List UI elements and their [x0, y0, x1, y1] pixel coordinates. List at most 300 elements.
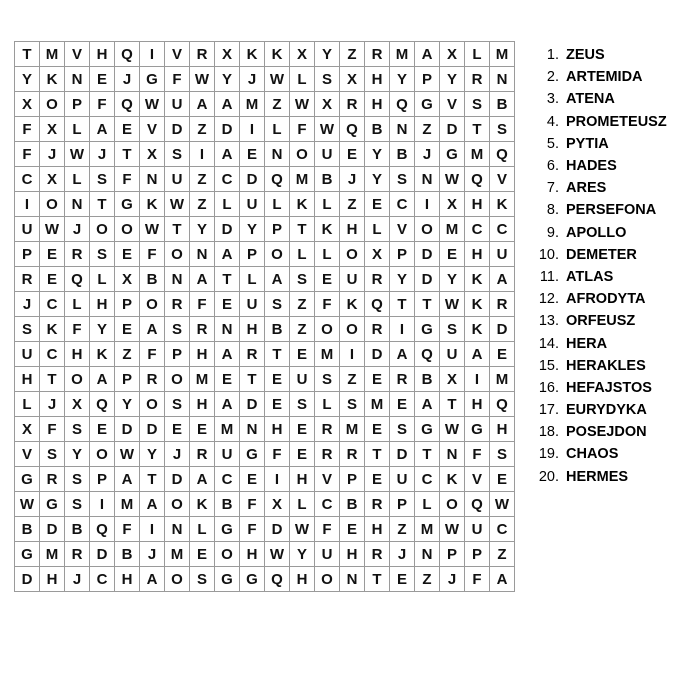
grid-cell[interactable]: Q [365, 292, 390, 317]
grid-cell[interactable]: J [65, 567, 90, 592]
grid-cell[interactable]: B [340, 492, 365, 517]
grid-cell[interactable]: W [290, 517, 315, 542]
grid-cell[interactable]: F [15, 117, 40, 142]
grid-cell[interactable]: V [140, 117, 165, 142]
grid-cell[interactable]: U [240, 192, 265, 217]
grid-cell[interactable]: J [340, 167, 365, 192]
grid-cell[interactable]: O [165, 242, 190, 267]
grid-cell[interactable]: E [265, 392, 290, 417]
grid-cell[interactable]: X [140, 142, 165, 167]
grid-cell[interactable]: P [240, 242, 265, 267]
grid-cell[interactable]: H [240, 542, 265, 567]
grid-cell[interactable]: J [440, 567, 465, 592]
grid-cell[interactable]: I [390, 317, 415, 342]
grid-cell[interactable]: F [315, 292, 340, 317]
grid-cell[interactable]: L [265, 117, 290, 142]
grid-cell[interactable]: A [465, 342, 490, 367]
grid-cell[interactable]: W [440, 167, 465, 192]
grid-cell[interactable]: Y [140, 442, 165, 467]
grid-cell[interactable]: U [340, 267, 365, 292]
grid-cell[interactable]: D [365, 342, 390, 367]
grid-cell[interactable]: Q [265, 167, 290, 192]
grid-cell[interactable]: L [315, 392, 340, 417]
grid-cell[interactable]: O [115, 217, 140, 242]
grid-cell[interactable]: U [15, 342, 40, 367]
grid-cell[interactable]: A [415, 392, 440, 417]
grid-cell[interactable]: L [190, 517, 215, 542]
grid-cell[interactable]: N [415, 167, 440, 192]
grid-cell[interactable]: S [265, 292, 290, 317]
grid-cell[interactable]: R [390, 367, 415, 392]
grid-cell[interactable]: W [140, 217, 165, 242]
grid-cell[interactable]: A [490, 267, 515, 292]
grid-cell[interactable]: T [415, 442, 440, 467]
grid-cell[interactable]: R [140, 367, 165, 392]
grid-cell[interactable]: H [15, 367, 40, 392]
grid-cell[interactable]: O [415, 217, 440, 242]
grid-cell[interactable]: J [15, 292, 40, 317]
grid-cell[interactable]: E [40, 267, 65, 292]
grid-cell[interactable]: E [440, 242, 465, 267]
grid-cell[interactable]: J [115, 67, 140, 92]
grid-cell[interactable]: H [290, 467, 315, 492]
grid-cell[interactable]: A [215, 242, 240, 267]
grid-cell[interactable]: T [365, 567, 390, 592]
grid-cell[interactable]: R [240, 342, 265, 367]
grid-cell[interactable]: O [340, 242, 365, 267]
grid-cell[interactable]: E [240, 467, 265, 492]
grid-cell[interactable]: D [115, 417, 140, 442]
grid-cell[interactable]: C [415, 467, 440, 492]
grid-cell[interactable]: O [40, 92, 65, 117]
grid-cell[interactable]: W [290, 92, 315, 117]
grid-cell[interactable]: Y [240, 217, 265, 242]
grid-cell[interactable]: H [365, 92, 390, 117]
grid-cell[interactable]: D [415, 242, 440, 267]
grid-cell[interactable]: S [90, 167, 115, 192]
grid-cell[interactable]: U [165, 92, 190, 117]
grid-cell[interactable]: F [190, 292, 215, 317]
grid-cell[interactable]: U [290, 367, 315, 392]
grid-cell[interactable]: M [290, 167, 315, 192]
grid-cell[interactable]: T [40, 367, 65, 392]
grid-cell[interactable]: G [415, 417, 440, 442]
grid-cell[interactable]: L [215, 192, 240, 217]
grid-cell[interactable]: Z [490, 542, 515, 567]
grid-cell[interactable]: A [490, 567, 515, 592]
grid-cell[interactable]: K [40, 317, 65, 342]
grid-cell[interactable]: C [390, 192, 415, 217]
grid-cell[interactable]: Z [290, 292, 315, 317]
grid-cell[interactable]: W [440, 517, 465, 542]
grid-cell[interactable]: H [290, 567, 315, 592]
grid-cell[interactable]: R [315, 417, 340, 442]
grid-cell[interactable]: A [190, 92, 215, 117]
grid-cell[interactable]: R [65, 542, 90, 567]
grid-cell[interactable]: T [215, 267, 240, 292]
grid-cell[interactable]: K [440, 467, 465, 492]
grid-cell[interactable]: Y [65, 442, 90, 467]
grid-cell[interactable]: S [315, 367, 340, 392]
grid-cell[interactable]: S [390, 167, 415, 192]
grid-cell[interactable]: F [465, 567, 490, 592]
grid-cell[interactable]: A [390, 342, 415, 367]
grid-cell[interactable]: P [390, 492, 415, 517]
grid-cell[interactable]: Y [440, 67, 465, 92]
grid-cell[interactable]: Y [115, 392, 140, 417]
grid-cell[interactable]: M [490, 367, 515, 392]
grid-cell[interactable]: E [340, 142, 365, 167]
grid-cell[interactable]: P [115, 292, 140, 317]
grid-cell[interactable]: N [440, 442, 465, 467]
grid-cell[interactable]: T [165, 217, 190, 242]
grid-cell[interactable]: C [215, 467, 240, 492]
grid-cell[interactable]: Z [340, 367, 365, 392]
grid-cell[interactable]: W [140, 92, 165, 117]
grid-cell[interactable]: S [290, 392, 315, 417]
grid-cell[interactable]: F [90, 92, 115, 117]
grid-cell[interactable]: C [490, 217, 515, 242]
grid-cell[interactable]: Y [190, 217, 215, 242]
grid-cell[interactable]: E [115, 117, 140, 142]
grid-cell[interactable]: U [215, 442, 240, 467]
grid-cell[interactable]: T [90, 192, 115, 217]
grid-cell[interactable]: K [140, 192, 165, 217]
grid-cell[interactable]: R [40, 467, 65, 492]
grid-cell[interactable]: V [440, 92, 465, 117]
grid-cell[interactable]: Z [340, 192, 365, 217]
grid-cell[interactable]: H [265, 417, 290, 442]
grid-cell[interactable]: D [390, 442, 415, 467]
grid-cell[interactable]: L [65, 167, 90, 192]
grid-cell[interactable]: V [490, 167, 515, 192]
grid-cell[interactable]: O [265, 242, 290, 267]
grid-cell[interactable]: O [140, 392, 165, 417]
grid-cell[interactable]: L [65, 292, 90, 317]
grid-cell[interactable]: M [240, 92, 265, 117]
grid-cell[interactable]: S [390, 417, 415, 442]
grid-cell[interactable]: Y [365, 142, 390, 167]
grid-cell[interactable]: L [290, 242, 315, 267]
grid-cell[interactable]: T [15, 42, 40, 67]
grid-cell[interactable]: N [140, 167, 165, 192]
grid-cell[interactable]: Y [390, 67, 415, 92]
grid-cell[interactable]: Q [265, 567, 290, 592]
grid-cell[interactable]: M [115, 492, 140, 517]
grid-cell[interactable]: M [490, 42, 515, 67]
grid-cell[interactable]: U [390, 467, 415, 492]
grid-cell[interactable]: F [465, 442, 490, 467]
grid-cell[interactable]: O [290, 142, 315, 167]
grid-cell[interactable]: N [190, 242, 215, 267]
grid-cell[interactable]: E [215, 367, 240, 392]
grid-cell[interactable]: H [240, 317, 265, 342]
grid-cell[interactable]: V [390, 217, 415, 242]
grid-cell[interactable]: K [465, 292, 490, 317]
grid-cell[interactable]: M [190, 367, 215, 392]
grid-cell[interactable]: M [215, 417, 240, 442]
grid-cell[interactable]: E [215, 292, 240, 317]
grid-cell[interactable]: T [140, 467, 165, 492]
grid-cell[interactable]: G [40, 492, 65, 517]
grid-cell[interactable]: C [215, 167, 240, 192]
grid-cell[interactable]: Y [90, 317, 115, 342]
grid-cell[interactable]: R [490, 292, 515, 317]
grid-cell[interactable]: M [315, 342, 340, 367]
grid-cell[interactable]: W [65, 142, 90, 167]
grid-cell[interactable]: E [165, 417, 190, 442]
grid-cell[interactable]: O [440, 492, 465, 517]
grid-cell[interactable]: F [140, 242, 165, 267]
grid-cell[interactable]: E [365, 467, 390, 492]
grid-cell[interactable]: T [390, 292, 415, 317]
grid-cell[interactable]: B [65, 517, 90, 542]
grid-cell[interactable]: X [15, 92, 40, 117]
grid-cell[interactable]: F [240, 492, 265, 517]
grid-cell[interactable]: I [15, 192, 40, 217]
grid-cell[interactable]: E [90, 417, 115, 442]
grid-cell[interactable]: F [240, 517, 265, 542]
grid-cell[interactable]: E [290, 417, 315, 442]
grid-cell[interactable]: M [390, 42, 415, 67]
grid-cell[interactable]: I [140, 517, 165, 542]
grid-cell[interactable]: N [490, 67, 515, 92]
grid-cell[interactable]: T [365, 442, 390, 467]
grid-cell[interactable]: T [415, 292, 440, 317]
grid-cell[interactable]: U [15, 217, 40, 242]
grid-cell[interactable]: I [190, 142, 215, 167]
grid-cell[interactable]: G [115, 192, 140, 217]
grid-cell[interactable]: X [440, 367, 465, 392]
grid-cell[interactable]: Z [190, 117, 215, 142]
grid-cell[interactable]: A [215, 392, 240, 417]
grid-cell[interactable]: R [365, 542, 390, 567]
grid-cell[interactable]: E [265, 367, 290, 392]
grid-cell[interactable]: D [215, 117, 240, 142]
grid-cell[interactable]: G [140, 67, 165, 92]
grid-cell[interactable]: Y [15, 67, 40, 92]
grid-cell[interactable]: Q [490, 392, 515, 417]
grid-cell[interactable]: D [240, 167, 265, 192]
grid-cell[interactable]: F [65, 317, 90, 342]
grid-cell[interactable]: U [165, 167, 190, 192]
grid-cell[interactable]: Z [115, 342, 140, 367]
grid-cell[interactable]: P [340, 467, 365, 492]
grid-cell[interactable]: H [65, 342, 90, 367]
grid-cell[interactable]: S [490, 442, 515, 467]
grid-cell[interactable]: E [390, 392, 415, 417]
grid-cell[interactable]: D [15, 567, 40, 592]
grid-cell[interactable]: P [415, 67, 440, 92]
grid-cell[interactable]: X [40, 167, 65, 192]
grid-cell[interactable]: Q [415, 342, 440, 367]
grid-cell[interactable]: K [340, 292, 365, 317]
grid-cell[interactable]: W [440, 292, 465, 317]
grid-cell[interactable]: H [465, 242, 490, 267]
grid-cell[interactable]: C [40, 342, 65, 367]
grid-cell[interactable]: J [90, 142, 115, 167]
grid-cell[interactable]: C [490, 517, 515, 542]
grid-cell[interactable]: B [215, 492, 240, 517]
grid-cell[interactable]: E [365, 192, 390, 217]
grid-cell[interactable]: Q [340, 117, 365, 142]
grid-cell[interactable]: L [315, 192, 340, 217]
grid-cell[interactable]: V [465, 467, 490, 492]
grid-cell[interactable]: P [265, 217, 290, 242]
grid-cell[interactable]: N [340, 567, 365, 592]
grid-cell[interactable]: J [40, 392, 65, 417]
grid-cell[interactable]: X [365, 242, 390, 267]
grid-cell[interactable]: X [440, 192, 465, 217]
grid-cell[interactable]: B [365, 117, 390, 142]
grid-cell[interactable]: U [315, 542, 340, 567]
grid-cell[interactable]: I [90, 492, 115, 517]
grid-cell[interactable]: E [490, 467, 515, 492]
grid-cell[interactable]: E [315, 267, 340, 292]
grid-cell[interactable]: X [340, 67, 365, 92]
grid-cell[interactable]: S [340, 392, 365, 417]
grid-cell[interactable]: Z [415, 567, 440, 592]
grid-cell[interactable]: S [490, 117, 515, 142]
grid-cell[interactable]: N [65, 67, 90, 92]
grid-cell[interactable]: B [490, 92, 515, 117]
grid-cell[interactable]: E [115, 242, 140, 267]
grid-cell[interactable]: F [115, 167, 140, 192]
grid-cell[interactable]: L [290, 492, 315, 517]
grid-cell[interactable]: N [165, 267, 190, 292]
grid-cell[interactable]: C [90, 567, 115, 592]
grid-cell[interactable]: H [90, 42, 115, 67]
grid-cell[interactable]: F [165, 67, 190, 92]
grid-cell[interactable]: G [15, 467, 40, 492]
grid-cell[interactable]: K [90, 342, 115, 367]
grid-cell[interactable]: W [165, 192, 190, 217]
grid-cell[interactable]: N [215, 317, 240, 342]
grid-cell[interactable]: O [215, 542, 240, 567]
grid-cell[interactable]: U [315, 142, 340, 167]
grid-cell[interactable]: K [490, 192, 515, 217]
grid-cell[interactable]: R [15, 267, 40, 292]
grid-cell[interactable]: M [340, 417, 365, 442]
grid-cell[interactable]: Q [465, 492, 490, 517]
grid-cell[interactable]: W [315, 117, 340, 142]
grid-cell[interactable]: E [390, 567, 415, 592]
grid-cell[interactable]: D [490, 317, 515, 342]
grid-cell[interactable]: Z [340, 42, 365, 67]
grid-cell[interactable]: W [490, 492, 515, 517]
grid-cell[interactable]: Q [465, 167, 490, 192]
grid-cell[interactable]: F [265, 442, 290, 467]
grid-cell[interactable]: Q [90, 392, 115, 417]
grid-cell[interactable]: D [215, 217, 240, 242]
grid-cell[interactable]: P [390, 242, 415, 267]
grid-cell[interactable]: D [165, 117, 190, 142]
grid-cell[interactable]: D [140, 417, 165, 442]
grid-cell[interactable]: S [40, 442, 65, 467]
grid-cell[interactable]: H [365, 517, 390, 542]
grid-cell[interactable]: N [240, 417, 265, 442]
grid-cell[interactable]: G [415, 317, 440, 342]
grid-cell[interactable]: E [290, 342, 315, 367]
grid-cell[interactable]: I [240, 117, 265, 142]
grid-cell[interactable]: A [140, 567, 165, 592]
grid-cell[interactable]: L [415, 492, 440, 517]
grid-cell[interactable]: P [90, 467, 115, 492]
grid-cell[interactable]: R [315, 442, 340, 467]
grid-cell[interactable]: U [440, 342, 465, 367]
grid-cell[interactable]: X [15, 417, 40, 442]
grid-cell[interactable]: S [465, 92, 490, 117]
grid-cell[interactable]: M [365, 392, 390, 417]
grid-cell[interactable]: D [440, 117, 465, 142]
grid-cell[interactable]: Z [190, 192, 215, 217]
grid-cell[interactable]: Y [390, 267, 415, 292]
grid-cell[interactable]: V [315, 467, 340, 492]
grid-cell[interactable]: N [415, 542, 440, 567]
grid-cell[interactable]: L [240, 267, 265, 292]
grid-cell[interactable]: F [315, 517, 340, 542]
grid-cell[interactable]: J [65, 217, 90, 242]
grid-cell[interactable]: K [290, 192, 315, 217]
grid-cell[interactable]: Y [440, 267, 465, 292]
grid-cell[interactable]: A [115, 467, 140, 492]
grid-cell[interactable]: W [15, 492, 40, 517]
grid-cell[interactable]: D [40, 517, 65, 542]
grid-cell[interactable]: J [240, 67, 265, 92]
grid-cell[interactable]: Q [390, 92, 415, 117]
grid-cell[interactable]: X [440, 42, 465, 67]
grid-cell[interactable]: X [40, 117, 65, 142]
grid-cell[interactable]: K [40, 67, 65, 92]
grid-cell[interactable]: L [265, 192, 290, 217]
grid-cell[interactable]: G [15, 542, 40, 567]
grid-cell[interactable]: A [215, 92, 240, 117]
grid-cell[interactable]: H [40, 567, 65, 592]
grid-cell[interactable]: S [315, 67, 340, 92]
grid-cell[interactable]: E [190, 417, 215, 442]
grid-cell[interactable]: D [265, 517, 290, 542]
grid-cell[interactable]: O [165, 567, 190, 592]
grid-cell[interactable]: M [465, 142, 490, 167]
grid-cell[interactable]: K [265, 42, 290, 67]
grid-cell[interactable]: R [190, 317, 215, 342]
grid-cell[interactable]: H [340, 217, 365, 242]
grid-cell[interactable]: R [165, 292, 190, 317]
grid-cell[interactable]: H [115, 567, 140, 592]
grid-cell[interactable]: A [265, 267, 290, 292]
grid-cell[interactable]: A [415, 42, 440, 67]
grid-cell[interactable]: B [265, 317, 290, 342]
grid-cell[interactable]: G [440, 142, 465, 167]
grid-cell[interactable]: M [40, 542, 65, 567]
grid-cell[interactable]: S [65, 467, 90, 492]
grid-cell[interactable]: T [465, 117, 490, 142]
grid-cell[interactable]: P [15, 242, 40, 267]
grid-cell[interactable]: B [315, 167, 340, 192]
grid-cell[interactable]: I [140, 42, 165, 67]
grid-cell[interactable]: M [440, 217, 465, 242]
grid-cell[interactable]: R [190, 442, 215, 467]
grid-cell[interactable]: T [115, 142, 140, 167]
grid-cell[interactable]: R [365, 267, 390, 292]
grid-cell[interactable]: O [140, 292, 165, 317]
grid-cell[interactable]: B [415, 367, 440, 392]
grid-cell[interactable]: X [315, 92, 340, 117]
grid-cell[interactable]: P [165, 342, 190, 367]
grid-cell[interactable]: F [290, 117, 315, 142]
grid-cell[interactable]: Y [365, 167, 390, 192]
grid-cell[interactable]: O [90, 217, 115, 242]
